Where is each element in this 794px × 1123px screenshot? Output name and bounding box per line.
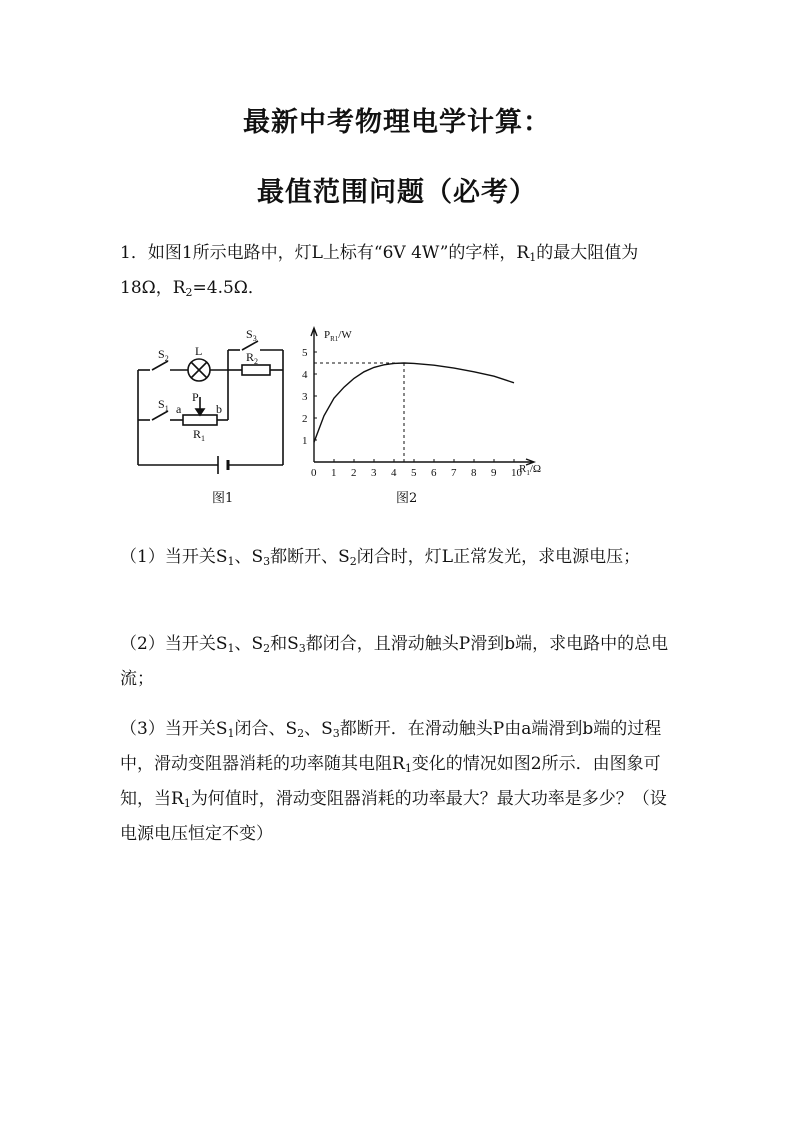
svg-text:P: P: [192, 390, 199, 404]
x-tick-label: 10: [511, 467, 522, 479]
circuit-diagram: [128, 325, 298, 475]
x-tick-label: 0: [311, 467, 317, 479]
y-tick-label: 1: [302, 435, 308, 447]
svg-text:L: L: [195, 344, 203, 358]
question-1: （1）当开关$S_1$、$S_3$都断开、$S_2$闭合时，灯L正常发光，求电源电压；: [120, 547, 641, 568]
y-tick-label: 3: [302, 391, 308, 403]
x-tick-label: 7: [451, 467, 457, 479]
page-subtitle: 最值范围问题（必考）: [257, 177, 537, 208]
y-axis-label: $P_{R1}/W$: [324, 329, 352, 343]
question-3: （3）当开关$S_1$闭合、$S_2$、$S_3$都断开．在滑动触头P由a端滑到b端的过程中，滑动变阻器消耗的功率随其电阻$R_1$变化的情况如图2所示．由图象可知，当$R_1$为何值时，滑动变阻器消耗的功率最大？最大功率是多少？（设电源电压恒定不变）: [120, 719, 667, 844]
x-tick-label: 9: [491, 467, 497, 479]
power-chart: [296, 322, 566, 482]
y-tick-label: 4: [302, 369, 308, 381]
x-tick-label: 8: [471, 467, 477, 479]
x-tick-label: 3: [371, 467, 377, 479]
x-tick-label: 2: [351, 467, 357, 479]
svg-text:b: b: [216, 402, 222, 416]
y-tick-label: 5: [302, 347, 308, 359]
x-axis-label: $R_1/\Omega$: [519, 463, 542, 477]
svg-text:a: a: [176, 402, 182, 416]
x-tick-label: 1: [331, 467, 337, 479]
x-tick-label: 5: [411, 467, 417, 479]
svg-text:S3: $S_3$: [246, 327, 257, 343]
question-2: （2）当开关$S_1$、$S_2$和$S_3$都闭合，且滑动触头P滑到b端，求电路中的总电流；: [120, 634, 669, 689]
svg-text:R1: $R_1$: [193, 427, 206, 443]
svg-text:S2: $S_2$: [158, 347, 169, 363]
x-tick-label: 4: [391, 467, 397, 479]
x-tick-label: 6: [431, 467, 437, 479]
power-curve: [314, 363, 514, 442]
page-title: 最新中考物理电学计算：: [243, 107, 551, 138]
y-tick-label: 2: [302, 413, 308, 425]
svg-text:S1: $S_1$: [158, 397, 169, 413]
figure2-caption: 图2: [396, 491, 418, 506]
problem-intro: 1．如图1所示电路中，灯L上标有“6V 4W”的字样，$R_1$的最大阻值为18Ω，$R_2=4.5\Omega$．: [120, 243, 639, 299]
figure1-caption: 图1: [212, 491, 234, 506]
svg-text:R2: $R_2$: [246, 350, 259, 366]
